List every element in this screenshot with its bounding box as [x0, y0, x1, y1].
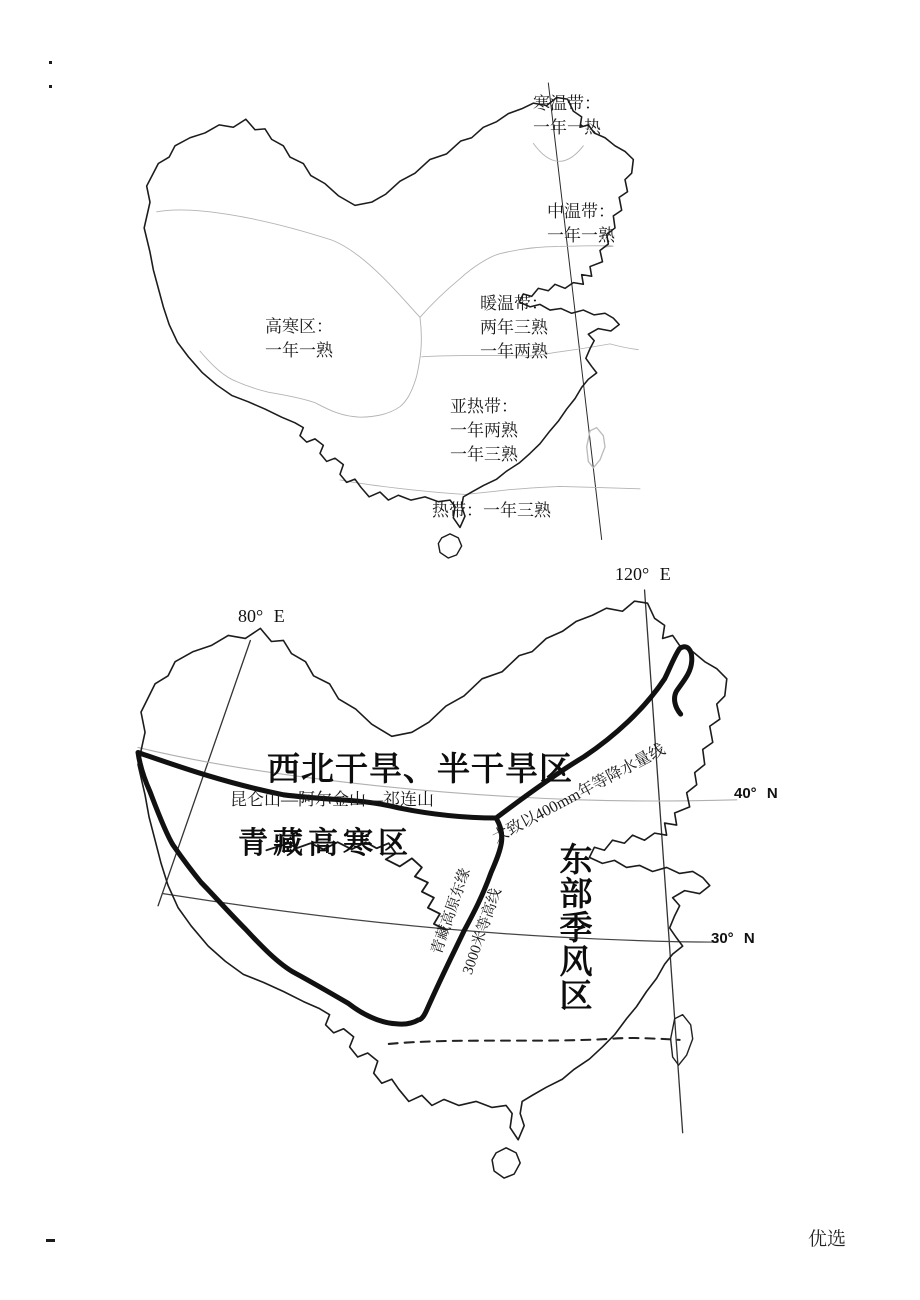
label-kunlun-altyn-qilian: 昆仑山—阿尔金山—祁连山 [230, 790, 434, 809]
zone-label-tropical [432, 499, 551, 523]
zone-name: 亚热带： [450, 397, 518, 416]
label-plateau-east-edge: 青藏高原东缘 [429, 866, 474, 957]
label-30n: 30° N [711, 930, 755, 947]
zone-crop: 一年两熟 [450, 421, 518, 440]
hainan-top [438, 534, 461, 558]
taiwan-top [587, 428, 605, 468]
zone-name: 暖温带： [480, 294, 548, 313]
top-map-meridian-line [548, 83, 601, 540]
zone-name: 热带： [432, 501, 483, 520]
footer-label: 优选 [808, 1229, 847, 1250]
region-title-qingzang: 青藏高寒区 [238, 827, 413, 860]
hainan-bottom [492, 1148, 520, 1178]
zone-label-warm-temperate [480, 292, 548, 364]
zone-crop: 一年三熟 [450, 445, 518, 464]
label-40n: 40° N [734, 785, 778, 802]
taiwan-bottom [671, 1015, 693, 1065]
zone-name: 中温带： [547, 202, 615, 221]
zone-label-subtropical [450, 395, 518, 467]
region-title-northwest: 西北干旱、半干旱区 [267, 750, 573, 787]
zone-crop: 一年一熟 [547, 226, 615, 245]
label-120e: 120° E [615, 564, 671, 584]
zone-label-mid-temperate [547, 200, 615, 248]
cold-temperate-boundary-line [533, 143, 583, 161]
zone-label-cold-temperate [533, 92, 601, 140]
dashed-boundary-line [389, 1038, 680, 1044]
china-outline-bottom [138, 601, 727, 1140]
zone-crop: 一年两熟 [480, 342, 548, 361]
label-80e: 80° E [238, 606, 285, 626]
temperature-zones-map [140, 83, 690, 550]
zone-name: 寒温带： [533, 94, 601, 113]
label-3000m-contour: 3000米等高线 [460, 886, 505, 977]
label-400mm-isohyet: 大致以400mm年等降水量线 [489, 740, 669, 847]
zone-name: 高寒区： [265, 317, 333, 336]
margin-dot-1 [49, 61, 52, 64]
region-title-eastern-monsoon: 东部季风区 [559, 841, 593, 1014]
china-outline-top [144, 97, 633, 527]
zone-crop: 一年一热 [533, 118, 601, 137]
margin-dash [46, 1239, 55, 1242]
zone-crop: 两年三熟 [480, 318, 548, 337]
margin-dot-2 [49, 85, 52, 88]
zone-crop: 一年三熟 [483, 501, 551, 520]
zone-crop: 一年一熟 [265, 341, 333, 360]
zone-label-plateau [265, 315, 333, 363]
meridian-120e-line [645, 590, 683, 1133]
